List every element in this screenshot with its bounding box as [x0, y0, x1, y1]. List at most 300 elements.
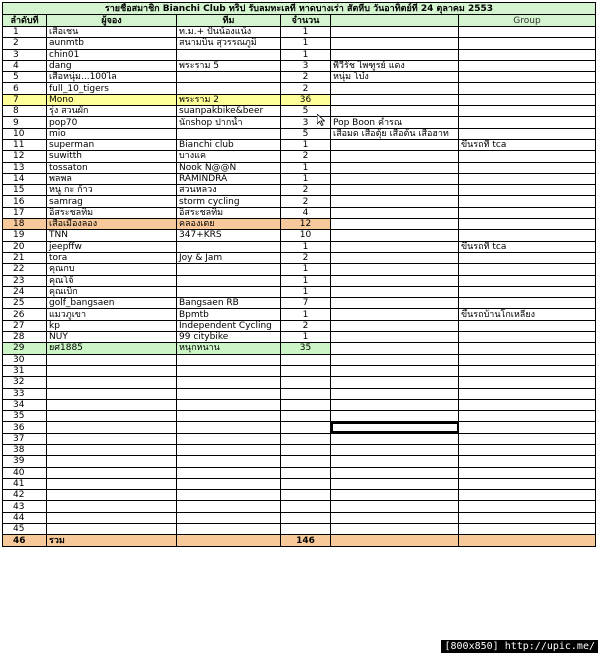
group-cell[interactable]: [459, 72, 596, 83]
table-row: [3, 275, 596, 286]
team-cell[interactable]: [177, 49, 281, 60]
count-cell[interactable]: 35: [281, 343, 331, 354]
count-cell[interactable]: 1: [281, 162, 331, 173]
team-cell[interactable]: [177, 467, 281, 478]
name-cell[interactable]: คุณโจ้: [47, 275, 177, 286]
team-cell[interactable]: [177, 524, 281, 535]
count-cell[interactable]: [281, 456, 331, 467]
note-cell[interactable]: Pop Boon คำรณ: [331, 117, 459, 128]
name-cell[interactable]: [47, 388, 177, 399]
row-no-cell[interactable]: 3: [3, 49, 47, 60]
spreadsheet[interactable]: [2, 2, 596, 547]
count-cell[interactable]: [281, 512, 331, 523]
team-cell[interactable]: [177, 377, 281, 388]
team-cell[interactable]: Bangsaen RB: [177, 298, 281, 309]
table-row: [3, 444, 596, 455]
note-cell[interactable]: [331, 512, 459, 523]
row-no-cell[interactable]: 35: [3, 411, 47, 422]
count-cell[interactable]: [281, 467, 331, 478]
row-no-cell[interactable]: 33: [3, 388, 47, 399]
team-cell[interactable]: [177, 264, 281, 275]
note-cell[interactable]: [331, 399, 459, 410]
name-cell[interactable]: อิสระชลทิม: [47, 207, 177, 218]
row-no-cell[interactable]: 42: [3, 490, 47, 501]
row-no-cell[interactable]: 36: [3, 422, 47, 433]
team-cell[interactable]: [177, 433, 281, 444]
name-cell[interactable]: kp: [47, 320, 177, 331]
name-cell[interactable]: [47, 467, 177, 478]
team-cell[interactable]: คลองเตย: [177, 219, 281, 230]
count-cell[interactable]: 1: [281, 286, 331, 297]
team-cell[interactable]: Joy & Jam: [177, 252, 281, 263]
count-cell[interactable]: [281, 490, 331, 501]
team-cell[interactable]: [177, 365, 281, 376]
team-cell[interactable]: suanpakbike&beer: [177, 106, 281, 117]
count-cell[interactable]: 1: [281, 49, 331, 60]
note-cell[interactable]: [331, 422, 459, 433]
count-cell[interactable]: 36: [281, 94, 331, 105]
name-cell[interactable]: เสือเมืองลอง: [47, 219, 177, 230]
group-cell[interactable]: [459, 444, 596, 455]
name-cell[interactable]: NUY: [47, 332, 177, 343]
team-cell[interactable]: อิสระชลทิม: [177, 207, 281, 218]
note-cell[interactable]: [331, 286, 459, 297]
name-cell[interactable]: [47, 444, 177, 455]
group-cell[interactable]: [459, 49, 596, 60]
group-cell[interactable]: [459, 411, 596, 422]
name-cell[interactable]: แมวภูเขา: [47, 309, 177, 320]
row-no-cell[interactable]: 43: [3, 501, 47, 512]
team-cell[interactable]: [177, 478, 281, 489]
count-cell[interactable]: 1: [281, 275, 331, 286]
name-cell[interactable]: [47, 524, 177, 535]
note-cell[interactable]: [331, 433, 459, 444]
group-cell[interactable]: [459, 151, 596, 162]
group-cell[interactable]: [459, 377, 596, 388]
row-no-cell[interactable]: 29: [3, 343, 47, 354]
name-cell[interactable]: [47, 365, 177, 376]
name-cell[interactable]: [47, 456, 177, 467]
team-cell[interactable]: สนามบิน สุวรรณภูมิ: [177, 38, 281, 49]
team-cell[interactable]: [177, 72, 281, 83]
note-cell[interactable]: [331, 264, 459, 275]
note-cell[interactable]: [331, 38, 459, 49]
name-cell[interactable]: mio: [47, 128, 177, 139]
group-cell[interactable]: [459, 399, 596, 410]
header-count[interactable]: จำนวน: [281, 15, 331, 27]
table-row: [3, 456, 596, 467]
row-no-cell[interactable]: 13: [3, 162, 47, 173]
note-cell[interactable]: [331, 343, 459, 354]
name-cell[interactable]: [47, 399, 177, 410]
note-cell[interactable]: [331, 354, 459, 365]
row-no-cell[interactable]: 41: [3, 478, 47, 489]
team-cell[interactable]: Bianchi club: [177, 139, 281, 150]
name-cell[interactable]: superman: [47, 139, 177, 150]
note-cell[interactable]: [331, 490, 459, 501]
name-cell[interactable]: [47, 512, 177, 523]
total-label-cell[interactable]: รวม: [47, 535, 177, 546]
row-no-cell[interactable]: 34: [3, 399, 47, 410]
count-cell[interactable]: 1: [281, 241, 331, 252]
count-cell[interactable]: 2: [281, 196, 331, 207]
note-cell[interactable]: [331, 298, 459, 309]
count-cell[interactable]: 1: [281, 264, 331, 275]
name-cell[interactable]: dang: [47, 60, 177, 71]
name-cell[interactable]: หนู กะ ก้าว: [47, 185, 177, 196]
name-cell[interactable]: [47, 354, 177, 365]
team-cell[interactable]: [177, 388, 281, 399]
team-cell[interactable]: [177, 456, 281, 467]
name-cell[interactable]: full_10_tigers: [47, 83, 177, 94]
row-no-cell[interactable]: 14: [3, 173, 47, 184]
name-cell[interactable]: [47, 411, 177, 422]
count-cell[interactable]: 2: [281, 252, 331, 263]
table-row: [3, 83, 596, 94]
group-cell[interactable]: ขึ้นรถบ้านโกเหลียง: [459, 309, 596, 320]
team-cell[interactable]: [177, 128, 281, 139]
note-cell[interactable]: [331, 196, 459, 207]
group-cell[interactable]: [459, 501, 596, 512]
name-cell[interactable]: เสือเชน: [47, 27, 177, 38]
note-cell[interactable]: [331, 365, 459, 376]
total-note-cell[interactable]: [331, 535, 459, 546]
count-cell[interactable]: [281, 377, 331, 388]
group-cell[interactable]: [459, 332, 596, 343]
count-cell[interactable]: 1: [281, 139, 331, 150]
note-cell[interactable]: [331, 332, 459, 343]
group-cell[interactable]: [459, 94, 596, 105]
note-cell[interactable]: [331, 444, 459, 455]
name-cell[interactable]: คุณกบ: [47, 264, 177, 275]
group-cell[interactable]: [459, 219, 596, 230]
team-cell[interactable]: บางแค: [177, 151, 281, 162]
group-cell[interactable]: [459, 264, 596, 275]
header-no[interactable]: ลำดับที่: [3, 15, 47, 27]
row-no-cell[interactable]: 45: [3, 524, 47, 535]
name-cell[interactable]: chin01: [47, 49, 177, 60]
row-no-cell[interactable]: 30: [3, 354, 47, 365]
note-cell[interactable]: [331, 524, 459, 535]
row-no-cell[interactable]: 18: [3, 219, 47, 230]
note-cell[interactable]: [331, 230, 459, 241]
note-cell[interactable]: [331, 139, 459, 150]
group-cell[interactable]: ขึ้นรถที่ tca: [459, 241, 596, 252]
note-cell[interactable]: [331, 185, 459, 196]
team-cell[interactable]: [177, 512, 281, 523]
note-cell[interactable]: [331, 27, 459, 38]
row-no-cell[interactable]: 1: [3, 27, 47, 38]
team-cell[interactable]: [177, 399, 281, 410]
group-cell[interactable]: [459, 478, 596, 489]
team-cell[interactable]: พระราม 5: [177, 60, 281, 71]
count-cell[interactable]: [281, 365, 331, 376]
team-cell[interactable]: Nook N@@N: [177, 162, 281, 173]
count-cell[interactable]: 10: [281, 230, 331, 241]
note-cell[interactable]: [331, 106, 459, 117]
group-cell[interactable]: [459, 422, 596, 433]
row-no-cell[interactable]: 24: [3, 286, 47, 297]
note-cell[interactable]: [331, 83, 459, 94]
note-cell[interactable]: [331, 162, 459, 173]
team-cell[interactable]: Bpmtb: [177, 309, 281, 320]
table-row: [3, 467, 596, 478]
count-cell[interactable]: 1: [281, 27, 331, 38]
row-no-cell[interactable]: 31: [3, 365, 47, 376]
row-no-cell[interactable]: 17: [3, 207, 47, 218]
total-group-cell[interactable]: [459, 535, 596, 546]
count-cell[interactable]: 5: [281, 128, 331, 139]
row-no-cell[interactable]: 12: [3, 151, 47, 162]
group-cell[interactable]: [459, 196, 596, 207]
name-cell[interactable]: golf_bangsaen: [47, 298, 177, 309]
row-no-cell[interactable]: 40: [3, 467, 47, 478]
name-cell[interactable]: [47, 377, 177, 388]
table-row: [3, 320, 596, 331]
team-cell[interactable]: RAMINDRA: [177, 173, 281, 184]
row-no-cell[interactable]: 4: [3, 60, 47, 71]
team-cell[interactable]: หนุกหนาน: [177, 343, 281, 354]
group-cell[interactable]: [459, 230, 596, 241]
note-cell[interactable]: เสือมด เสือตุ้ย เสือต้น เสือฮาท: [331, 128, 459, 139]
note-cell[interactable]: [331, 411, 459, 422]
table-row: [3, 117, 596, 128]
name-cell[interactable]: tora: [47, 252, 177, 263]
name-cell[interactable]: tossaton: [47, 162, 177, 173]
team-cell[interactable]: Independent Cycling: [177, 320, 281, 331]
name-cell[interactable]: ยศ1885: [47, 343, 177, 354]
row-no-cell[interactable]: 28: [3, 332, 47, 343]
count-cell[interactable]: 3: [281, 117, 331, 128]
team-cell[interactable]: สวนหลวง: [177, 185, 281, 196]
group-cell[interactable]: [459, 388, 596, 399]
group-cell[interactable]: [459, 320, 596, 331]
header-name[interactable]: ผู้จอง: [47, 15, 177, 27]
note-cell[interactable]: หนุ่ม โบ๋ง: [331, 72, 459, 83]
row-no-cell[interactable]: 6: [3, 83, 47, 94]
count-cell[interactable]: 2: [281, 185, 331, 196]
count-cell[interactable]: 1: [281, 173, 331, 184]
group-cell[interactable]: ขึ้นรถที่ tca: [459, 139, 596, 150]
group-cell[interactable]: [459, 185, 596, 196]
group-cell[interactable]: [459, 456, 596, 467]
count-cell[interactable]: 2: [281, 320, 331, 331]
group-cell[interactable]: [459, 128, 596, 139]
name-cell[interactable]: [47, 490, 177, 501]
header-team[interactable]: ทีม: [177, 15, 281, 27]
group-cell[interactable]: [459, 275, 596, 286]
count-cell[interactable]: [281, 444, 331, 455]
note-cell[interactable]: [331, 501, 459, 512]
note-cell[interactable]: [331, 478, 459, 489]
count-cell[interactable]: 2: [281, 151, 331, 162]
note-cell[interactable]: [331, 151, 459, 162]
team-cell[interactable]: [177, 411, 281, 422]
total-team-cell[interactable]: [177, 535, 281, 546]
row-no-cell[interactable]: 7: [3, 94, 47, 105]
name-cell[interactable]: [47, 422, 177, 433]
row-no-cell[interactable]: 8: [3, 106, 47, 117]
row-no-cell[interactable]: 27: [3, 320, 47, 331]
team-cell[interactable]: [177, 83, 281, 94]
group-cell[interactable]: [459, 27, 596, 38]
row-no-cell[interactable]: 19: [3, 230, 47, 241]
group-cell[interactable]: [459, 252, 596, 263]
row-no-cell[interactable]: 22: [3, 264, 47, 275]
note-cell[interactable]: [331, 377, 459, 388]
team-cell[interactable]: พระราม 2: [177, 94, 281, 105]
note-cell[interactable]: [331, 456, 459, 467]
name-cell[interactable]: รุ่ง สวนผัก: [47, 106, 177, 117]
count-cell[interactable]: 1: [281, 332, 331, 343]
table-row: [3, 241, 596, 252]
note-cell[interactable]: [331, 173, 459, 184]
table-row: [3, 49, 596, 60]
count-cell[interactable]: [281, 433, 331, 444]
count-cell[interactable]: 1: [281, 309, 331, 320]
count-cell[interactable]: [281, 388, 331, 399]
count-cell[interactable]: [281, 411, 331, 422]
group-cell[interactable]: [459, 467, 596, 478]
group-cell[interactable]: [459, 207, 596, 218]
team-cell[interactable]: 99 citybike: [177, 332, 281, 343]
group-cell[interactable]: [459, 490, 596, 501]
name-cell[interactable]: Mono: [47, 94, 177, 105]
group-cell[interactable]: [459, 173, 596, 184]
group-cell[interactable]: [459, 38, 596, 49]
group-cell[interactable]: [459, 83, 596, 94]
count-cell[interactable]: 2: [281, 83, 331, 94]
group-cell[interactable]: [459, 162, 596, 173]
group-cell[interactable]: [459, 354, 596, 365]
table-row: [3, 365, 596, 376]
team-cell[interactable]: [177, 490, 281, 501]
team-cell[interactable]: ท.ม.+ ปั่นน้องแน้ง: [177, 27, 281, 38]
note-cell[interactable]: [331, 320, 459, 331]
group-cell[interactable]: [459, 524, 596, 535]
note-cell[interactable]: [331, 241, 459, 252]
count-cell[interactable]: [281, 501, 331, 512]
total-no-cell[interactable]: 46: [3, 535, 47, 546]
note-cell[interactable]: พี่วีรัช ไพฑูรย์ แดง: [331, 60, 459, 71]
row-no-cell[interactable]: 23: [3, 275, 47, 286]
team-cell[interactable]: [177, 275, 281, 286]
table-row: [3, 139, 596, 150]
row-no-cell[interactable]: 25: [3, 298, 47, 309]
count-cell[interactable]: [281, 354, 331, 365]
group-cell[interactable]: [459, 106, 596, 117]
group-cell[interactable]: [459, 343, 596, 354]
group-cell[interactable]: [459, 433, 596, 444]
row-no-cell[interactable]: 38: [3, 444, 47, 455]
row-no-cell[interactable]: 16: [3, 196, 47, 207]
team-cell[interactable]: [177, 422, 281, 433]
row-no-cell[interactable]: 32: [3, 377, 47, 388]
table-row: [3, 399, 596, 410]
row-no-cell[interactable]: 11: [3, 139, 47, 150]
row-no-cell[interactable]: 15: [3, 185, 47, 196]
team-cell[interactable]: 347+KRS: [177, 230, 281, 241]
note-cell[interactable]: [331, 252, 459, 263]
header-group[interactable]: Group: [459, 15, 596, 27]
count-cell[interactable]: [281, 422, 331, 433]
count-cell[interactable]: 12: [281, 219, 331, 230]
group-cell[interactable]: [459, 60, 596, 71]
count-cell[interactable]: [281, 399, 331, 410]
row-no-cell[interactable]: 20: [3, 241, 47, 252]
count-cell[interactable]: [281, 524, 331, 535]
count-cell[interactable]: 1: [281, 38, 331, 49]
row-no-cell[interactable]: 9: [3, 117, 47, 128]
row-no-cell[interactable]: 39: [3, 456, 47, 467]
team-cell[interactable]: [177, 241, 281, 252]
note-cell[interactable]: [331, 467, 459, 478]
group-cell[interactable]: [459, 512, 596, 523]
name-cell[interactable]: samrag: [47, 196, 177, 207]
row-no-cell[interactable]: 2: [3, 38, 47, 49]
note-cell[interactable]: [331, 309, 459, 320]
header-note[interactable]: [331, 15, 459, 27]
name-cell[interactable]: [47, 433, 177, 444]
table-row: [3, 252, 596, 263]
name-cell[interactable]: aunmtb: [47, 38, 177, 49]
table-row: [3, 185, 596, 196]
count-cell[interactable]: 4: [281, 207, 331, 218]
team-cell[interactable]: [177, 501, 281, 512]
team-cell[interactable]: นักshop ปากน้ำ: [177, 117, 281, 128]
count-cell[interactable]: 7: [281, 298, 331, 309]
count-cell[interactable]: 2: [281, 72, 331, 83]
table-row: [3, 162, 596, 173]
total-row: [3, 535, 596, 546]
name-cell[interactable]: [47, 478, 177, 489]
total-count-cell[interactable]: 146: [281, 535, 331, 546]
name-cell[interactable]: pop70: [47, 117, 177, 128]
note-cell[interactable]: [331, 49, 459, 60]
row-no-cell[interactable]: 10: [3, 128, 47, 139]
sheet-title[interactable]: รายชื่อสมาชิก Bianchi Club ทริป รับลมทะเลที่ หาดบางเร่า สัตหีบ วันอาทิตย์ที่ 24 ตุลาคม 2553: [3, 3, 596, 15]
name-cell[interactable]: suwitth: [47, 151, 177, 162]
count-cell[interactable]: [281, 478, 331, 489]
note-cell[interactable]: [331, 275, 459, 286]
team-cell[interactable]: [177, 286, 281, 297]
name-cell[interactable]: เสือหนุ่ม...100ไล: [47, 72, 177, 83]
count-cell[interactable]: 3: [281, 60, 331, 71]
row-no-cell[interactable]: 37: [3, 433, 47, 444]
name-cell[interactable]: jeepffw: [47, 241, 177, 252]
group-cell[interactable]: [459, 298, 596, 309]
note-cell[interactable]: [331, 94, 459, 105]
note-cell[interactable]: [331, 388, 459, 399]
name-cell[interactable]: TNN: [47, 230, 177, 241]
group-cell[interactable]: [459, 365, 596, 376]
team-cell[interactable]: storm cycling: [177, 196, 281, 207]
name-cell[interactable]: พลพล: [47, 173, 177, 184]
row-no-cell[interactable]: 44: [3, 512, 47, 523]
row-no-cell[interactable]: 26: [3, 309, 47, 320]
note-cell[interactable]: [331, 219, 459, 230]
group-cell[interactable]: [459, 286, 596, 297]
name-cell[interactable]: [47, 501, 177, 512]
note-cell[interactable]: [331, 207, 459, 218]
team-cell[interactable]: [177, 444, 281, 455]
row-no-cell[interactable]: 21: [3, 252, 47, 263]
team-cell[interactable]: [177, 354, 281, 365]
group-cell[interactable]: [459, 117, 596, 128]
row-no-cell[interactable]: 5: [3, 72, 47, 83]
name-cell[interactable]: คุณเบิ๊ก: [47, 286, 177, 297]
count-cell[interactable]: 5: [281, 106, 331, 117]
